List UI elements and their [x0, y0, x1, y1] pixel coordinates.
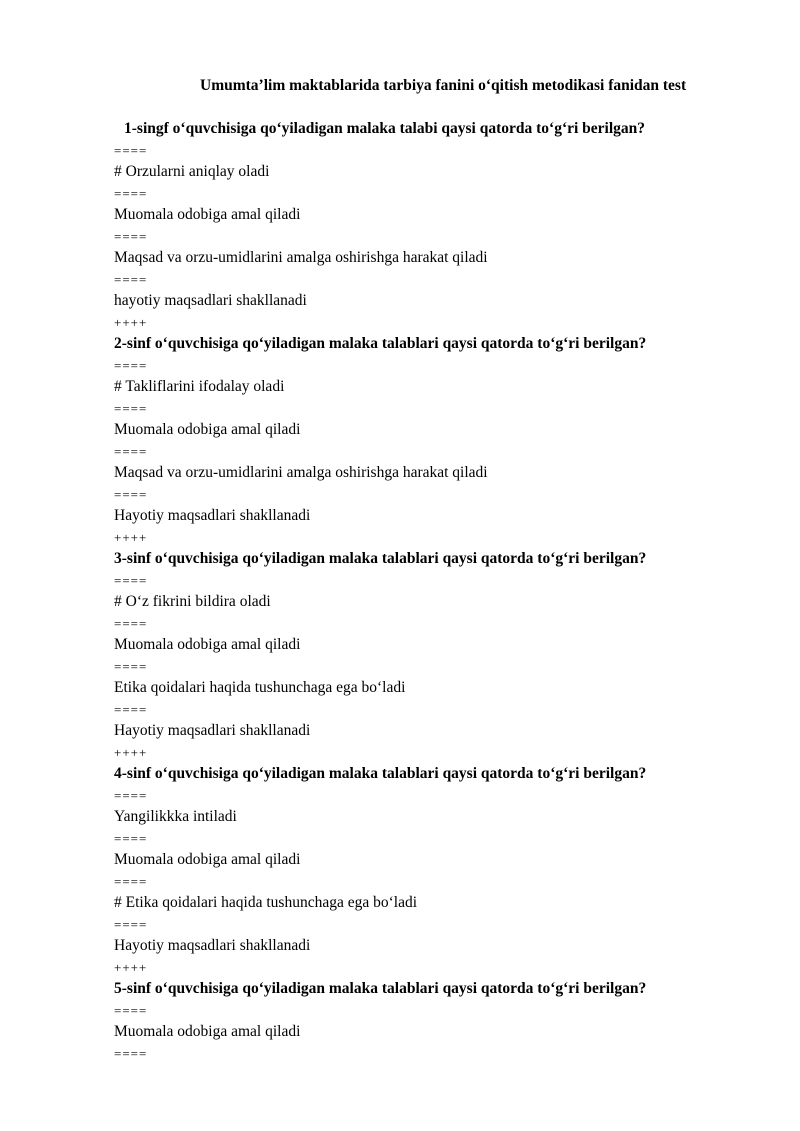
- option-separator: ====: [114, 1046, 148, 1061]
- option-separator: ====: [114, 917, 148, 932]
- document-title: Umumta’lim maktablarida tarbiya fanini o‘qitish metodikasi fanidan test: [200, 77, 687, 94]
- answer-option: Maqsad va orzu-umidlarini amalga oshirishga harakat qiladi: [114, 464, 488, 481]
- question-2: 2-sinf o‘quvchisiga qo‘yiladigan malaka talablari qaysi qatorda to‘g‘ri berilgan?: [114, 335, 647, 352]
- answer-option: Muomala odobiga amal qiladi: [114, 1023, 301, 1040]
- answer-option: Hayotiy maqsadlari shakllanadi: [114, 722, 311, 739]
- test-content: [114, 118, 734, 1064]
- question-1: 1-singf o‘quvchisiga qo‘yiladigan malaka talabi qaysi qatorda to‘g‘ri berilgan?: [124, 120, 646, 137]
- answer-option: hayotiy maqsadlari shakllanadi: [114, 292, 307, 309]
- question-separator: ++++: [114, 745, 148, 760]
- answer-option: Muomala odobiga amal qiladi: [114, 206, 301, 223]
- option-separator: ====: [114, 874, 148, 889]
- answer-option: # O‘z fikrini bildira oladi: [114, 593, 271, 610]
- option-separator: ====: [114, 401, 148, 416]
- question-separator: ++++: [114, 960, 148, 975]
- option-separator: ====: [114, 487, 148, 502]
- option-separator: ====: [114, 616, 148, 631]
- option-separator: ====: [114, 444, 148, 459]
- option-separator: ====: [114, 186, 148, 201]
- answer-option: Maqsad va orzu-umidlarini amalga oshirishga harakat qiladi: [114, 249, 488, 266]
- question-4: 4-sinf o‘quvchisiga qo‘yiladigan malaka talablari qaysi qatorda to‘g‘ri berilgan?: [114, 765, 647, 782]
- option-separator: ====: [114, 1003, 148, 1018]
- answer-option: Hayotiy maqsadlari shakllanadi: [114, 507, 311, 524]
- option-separator: ====: [114, 659, 148, 674]
- option-separator: ====: [114, 143, 148, 158]
- question-separator: ++++: [114, 530, 148, 545]
- question-3: 3-sinf o‘quvchisiga qo‘yiladigan malaka talablari qaysi qatorda to‘g‘ri berilgan?: [114, 550, 647, 567]
- option-separator: ====: [114, 788, 148, 803]
- option-separator: ====: [114, 702, 148, 717]
- question-separator: ++++: [114, 315, 148, 330]
- answer-option: Muomala odobiga amal qiladi: [114, 636, 301, 653]
- option-separator: ====: [114, 229, 148, 244]
- option-separator: ====: [114, 358, 148, 373]
- answer-option: Etika qoidalari haqida tushunchaga ega bo‘ladi: [114, 679, 406, 696]
- answer-option: Muomala odobiga amal qiladi: [114, 421, 301, 438]
- answer-option: # Takliflarini ifodalay oladi: [114, 378, 285, 395]
- option-separator: ====: [114, 272, 148, 287]
- option-separator: ====: [114, 831, 148, 846]
- answer-option: # Etika qoidalari haqida tushunchaga ega bo‘ladi: [114, 894, 418, 911]
- answer-option: # Orzularni aniqlay oladi: [114, 163, 270, 180]
- answer-option: Yangilikkka intiladi: [114, 808, 237, 825]
- question-5: 5-sinf o‘quvchisiga qo‘yiladigan malaka talablari qaysi qatorda to‘g‘ri berilgan?: [114, 980, 647, 997]
- answer-option: Hayotiy maqsadlari shakllanadi: [114, 937, 311, 954]
- option-separator: ====: [114, 573, 148, 588]
- answer-option: Muomala odobiga amal qiladi: [114, 851, 301, 868]
